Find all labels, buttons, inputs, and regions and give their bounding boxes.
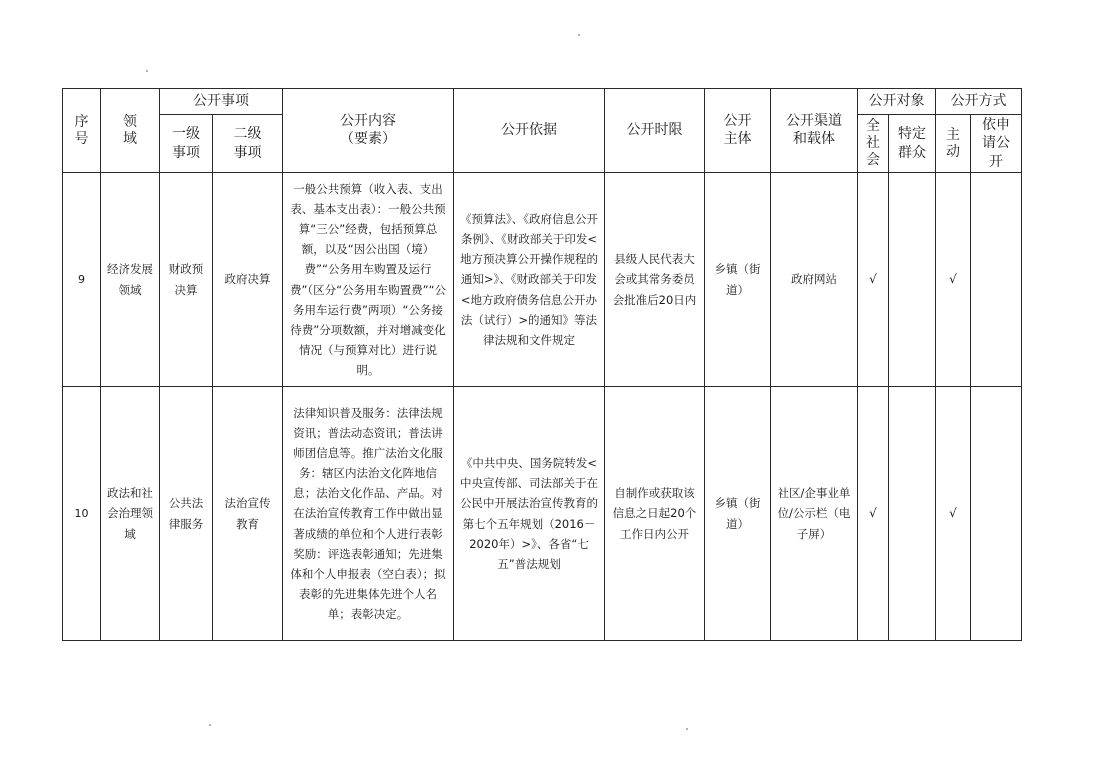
row-seq: 10 (63, 387, 101, 641)
row-subject: 乡镇（街道） (705, 173, 771, 387)
header-seq: 序号 (63, 89, 101, 173)
row-seq: 9 (63, 173, 101, 387)
header-target-specific: 特定群众 (889, 115, 936, 173)
header-content-sub: （要素） (340, 130, 396, 147)
row-content: 法律知识普及服务：法律法规资讯；普法动态资讯；普法讲师团信息等。推广法治文化服务：辖区内法治文化阵地信息；法治文化作品、产品。对在法治宣传教育工作中做出显著成绩的单位和个人进行表彰奖励：评选表彰通知；先进集体和个人申报表（空白表）；拟表彰的先进集体先进个人名单；表彰决定。 (283, 387, 454, 641)
scan-speck (686, 728, 688, 730)
row-target-all: √ (858, 173, 889, 387)
header-target-group: 公开对象 (858, 89, 936, 115)
row-basis: 《预算法》、《政府信息公开条例》、《财政部关于印发<地方预决算公开操作规程的通知>》、《财政部关于印发<地方政府债务信息公开办法（试行）>的通知》等法律法规和文件规定 (454, 173, 605, 387)
row-field: 政法和社会治理领域 (101, 387, 160, 641)
row-method-active: √ (936, 173, 971, 387)
row-content: 一般公共预算（收入表、支出表、基本支出表）：一般公共预算“三公”经费，包括预算总额，以及“因公出国（境）费”“公务用车购置及运行费”（区分“公务用车购置费”“公务用车运行费”两项）“公务接待费”分项数额，并对增减变化情况（与预算对比）进行说明。 (283, 173, 454, 387)
header-content (283, 89, 454, 173)
header-level2: 二级事项 (213, 115, 283, 173)
row-channel: 社区/企事业单位/公示栏（电子屏） (771, 387, 858, 641)
row-method-request (971, 173, 1022, 387)
scan-speck (209, 724, 211, 726)
header-content-title: 公开内容 (340, 113, 396, 129)
header-target-all: 全社会 (858, 115, 889, 173)
header-time-limit: 公开时限 (605, 89, 705, 173)
row-target-specific (889, 173, 936, 387)
header-method-active: 主动 (936, 115, 971, 173)
header-basis: 公开依据 (454, 89, 605, 173)
table-row (63, 387, 1022, 641)
header-method-group: 公开方式 (936, 89, 1022, 115)
row-method-active: √ (936, 387, 971, 641)
scan-speck (146, 70, 148, 72)
row-level1: 公共法律服务 (160, 387, 213, 641)
row-time-limit: 自制作或获取该信息之日起20个工作日内公开 (605, 387, 705, 641)
row-field: 经济发展领域 (101, 173, 160, 387)
row-time-limit: 县级人民代表大会或其常务委员会批准后20日内 (605, 173, 705, 387)
row-basis: 《中共中央、国务院转发<中央宣传部、司法部关于在公民中开展法治宣传教育的第七个五年规划（2016－2020年）>》、各省“七五”普法规划 (454, 387, 605, 641)
row-channel: 政府网站 (771, 173, 858, 387)
row-target-all: √ (858, 387, 889, 641)
row-method-request (971, 387, 1022, 641)
table-row (63, 173, 1022, 387)
header-method-request: 依申请公开 (971, 115, 1022, 173)
disclosure-table (62, 88, 1022, 641)
header-field: 领域 (101, 89, 160, 173)
row-level1: 财政预决算 (160, 173, 213, 387)
header-items-group: 公开事项 (160, 89, 283, 115)
row-target-specific (889, 387, 936, 641)
scan-speck (578, 34, 580, 36)
row-level2: 政府决算 (213, 173, 283, 387)
row-subject: 乡镇（街道） (705, 387, 771, 641)
header-subject: 公开主体 (705, 89, 771, 173)
row-level2: 法治宣传教育 (213, 387, 283, 641)
header-channel: 公开渠道和载体 (771, 89, 858, 173)
header-level1: 一级事项 (160, 115, 213, 173)
